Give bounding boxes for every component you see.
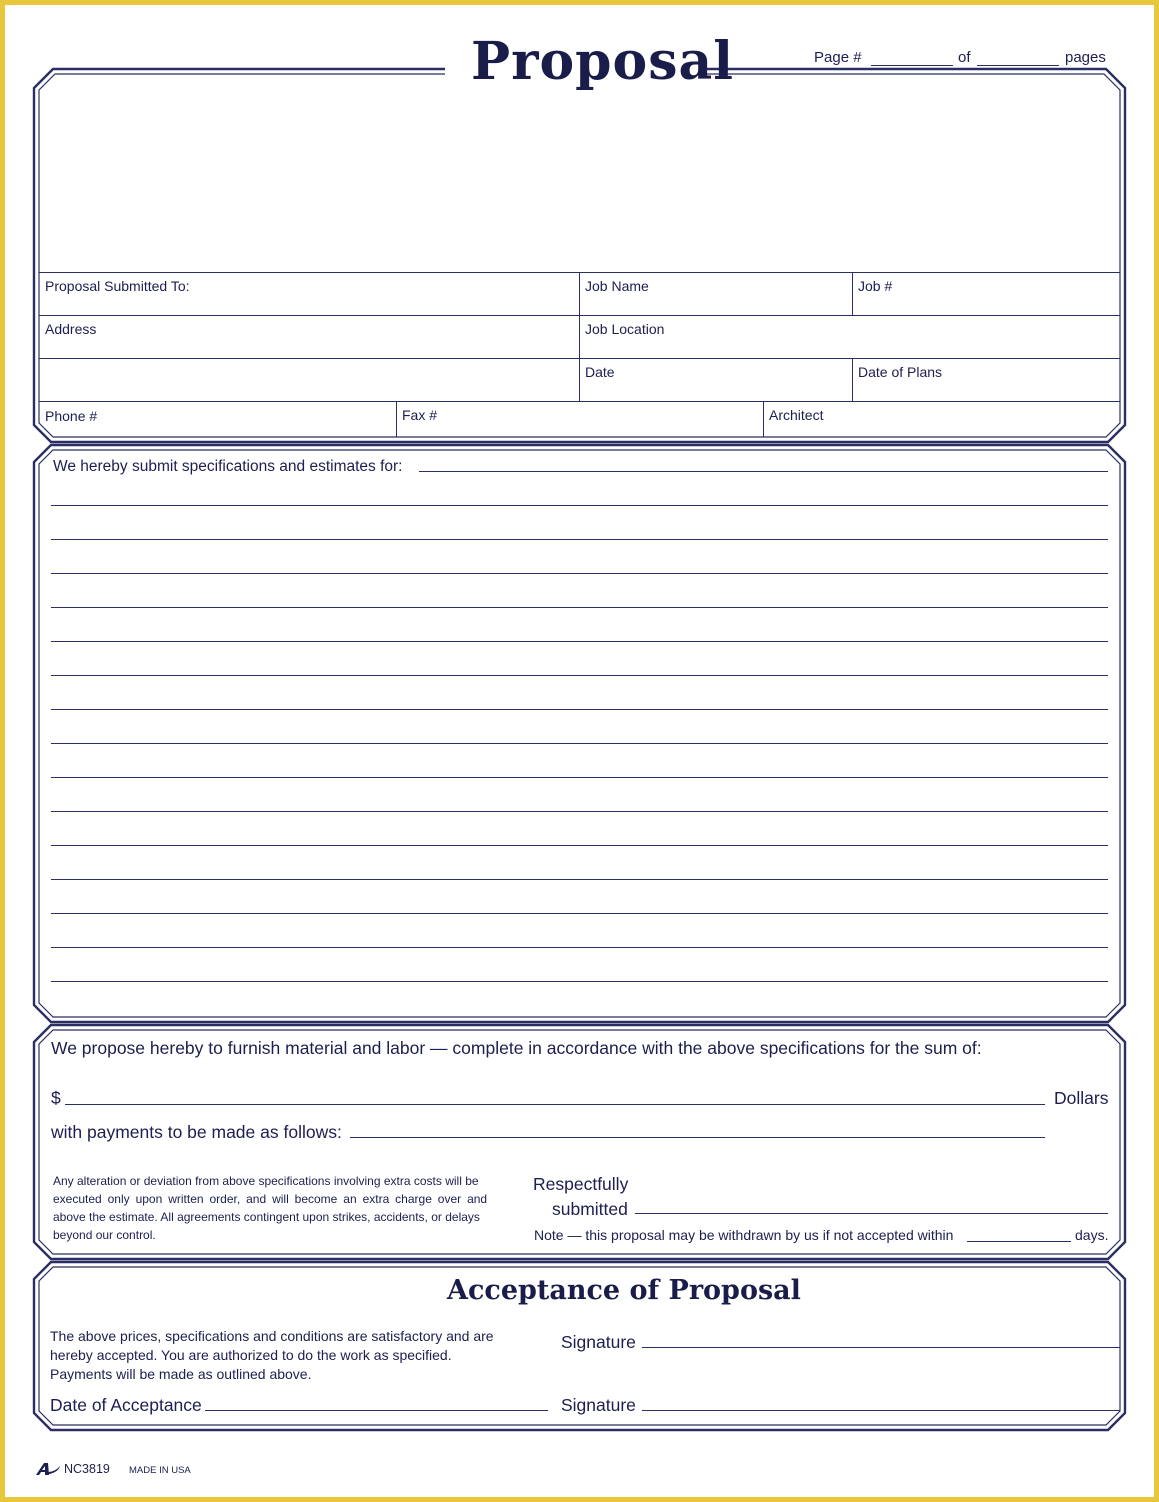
address-label: Address <box>45 321 97 337</box>
spec-line[interactable] <box>51 913 1108 914</box>
dollar-sign: $ <box>51 1088 61 1108</box>
page-number-field[interactable] <box>871 65 953 66</box>
phone-field[interactable] <box>40 402 395 436</box>
signature-label: Signature <box>561 1395 636 1415</box>
spec-line[interactable] <box>51 641 1108 642</box>
form-number: NC3819 <box>64 1462 110 1476</box>
date-of-acceptance-label: Date of Acceptance <box>50 1395 202 1415</box>
architect-label: Architect <box>769 407 824 423</box>
pages-label: pages <box>1065 49 1106 66</box>
made-in-usa: MADE IN USA <box>129 1465 191 1476</box>
withdrawal-days-field[interactable] <box>967 1241 1071 1242</box>
submitted-to-field[interactable] <box>40 273 578 314</box>
fax-field[interactable] <box>398 402 762 436</box>
info-grid-line <box>396 401 397 437</box>
spec-line[interactable] <box>51 709 1108 710</box>
date-of-plans-label: Date of Plans <box>858 364 943 380</box>
spec-line[interactable] <box>51 879 1108 880</box>
payments-field[interactable] <box>350 1137 1045 1138</box>
alteration-clause-line: above the estimate. All agreements contingent upon strikes, accidents, or delays <box>53 1210 480 1224</box>
publisher-logo-icon <box>35 1462 61 1476</box>
spec-line[interactable] <box>51 539 1108 540</box>
job-location-label: Job Location <box>585 321 665 337</box>
submitted-to-label: Proposal Submitted To: <box>45 278 190 294</box>
dollars-label: Dollars <box>1054 1088 1109 1108</box>
page-number-label: Page # <box>814 49 862 66</box>
total-pages-field[interactable] <box>977 65 1059 66</box>
submitted-label: submitted <box>552 1199 628 1219</box>
spec-line[interactable] <box>51 777 1108 778</box>
date-label: Date <box>585 364 615 380</box>
spec-line[interactable] <box>51 743 1108 744</box>
address-field[interactable] <box>40 316 578 400</box>
acceptance-text-line: The above prices, specifications and conditions are satisfactory and are <box>50 1328 494 1344</box>
spec-line[interactable] <box>51 845 1108 846</box>
of-label: of <box>958 49 971 66</box>
signature-field-2[interactable] <box>642 1410 1120 1411</box>
signature-label: Signature <box>561 1332 636 1352</box>
respectfully-label: Respectfully <box>533 1174 629 1194</box>
spec-line[interactable] <box>51 607 1108 608</box>
job-number-field[interactable] <box>854 273 1119 314</box>
fax-label: Fax # <box>402 407 438 423</box>
date-of-plans-field[interactable] <box>854 359 1119 400</box>
spec-line[interactable] <box>51 811 1108 812</box>
specifications-intro: We hereby submit specifications and estimates for: <box>53 458 403 475</box>
alteration-clause-line: executed only upon written order, and will become an extra charge over and <box>53 1192 488 1206</box>
spec-line[interactable] <box>51 573 1108 574</box>
info-grid-line <box>852 358 853 401</box>
spec-line[interactable] <box>419 471 1108 472</box>
page-title: Proposal <box>471 31 734 92</box>
spec-line[interactable] <box>51 505 1108 506</box>
days-label: days. <box>1075 1227 1109 1243</box>
phone-label: Phone # <box>45 408 98 424</box>
job-name-field[interactable] <box>581 273 851 314</box>
withdrawal-note: Note — this proposal may be withdrawn by us if not accepted within <box>534 1227 954 1243</box>
alteration-clause-line: Any alteration or deviation from above specifications involving extra costs will be <box>53 1174 479 1188</box>
job-location-field[interactable] <box>581 316 1119 357</box>
acceptance-text-line: Payments will be made as outlined above. <box>50 1366 312 1382</box>
date-field[interactable] <box>581 359 851 400</box>
submitted-signature-field[interactable] <box>635 1213 1108 1214</box>
info-grid-line <box>852 272 853 315</box>
job-name-label: Job Name <box>585 278 649 294</box>
spec-line[interactable] <box>51 947 1108 948</box>
furnish-statement: We propose hereby to furnish material and labor — complete in accordance with the above specifications for the sum of: <box>51 1038 982 1058</box>
acceptance-title: Acceptance of Proposal <box>447 1275 801 1306</box>
sum-field[interactable] <box>65 1104 1045 1105</box>
architect-field[interactable] <box>765 402 1119 436</box>
info-grid-line <box>763 401 764 437</box>
spec-line[interactable] <box>51 981 1108 982</box>
payments-label: with payments to be made as follows: <box>51 1122 342 1142</box>
signature-field-1[interactable] <box>642 1347 1120 1348</box>
date-of-acceptance-field[interactable] <box>205 1410 548 1411</box>
form-frames <box>5 5 1154 1497</box>
spec-line[interactable] <box>51 675 1108 676</box>
job-number-label: Job # <box>858 278 893 294</box>
alteration-clause-line: beyond our control. <box>53 1228 156 1242</box>
acceptance-text-line: hereby accepted. You are authorized to do the work as specified. <box>50 1347 452 1363</box>
info-grid-line <box>579 272 580 401</box>
form-sheet <box>5 5 1154 1497</box>
